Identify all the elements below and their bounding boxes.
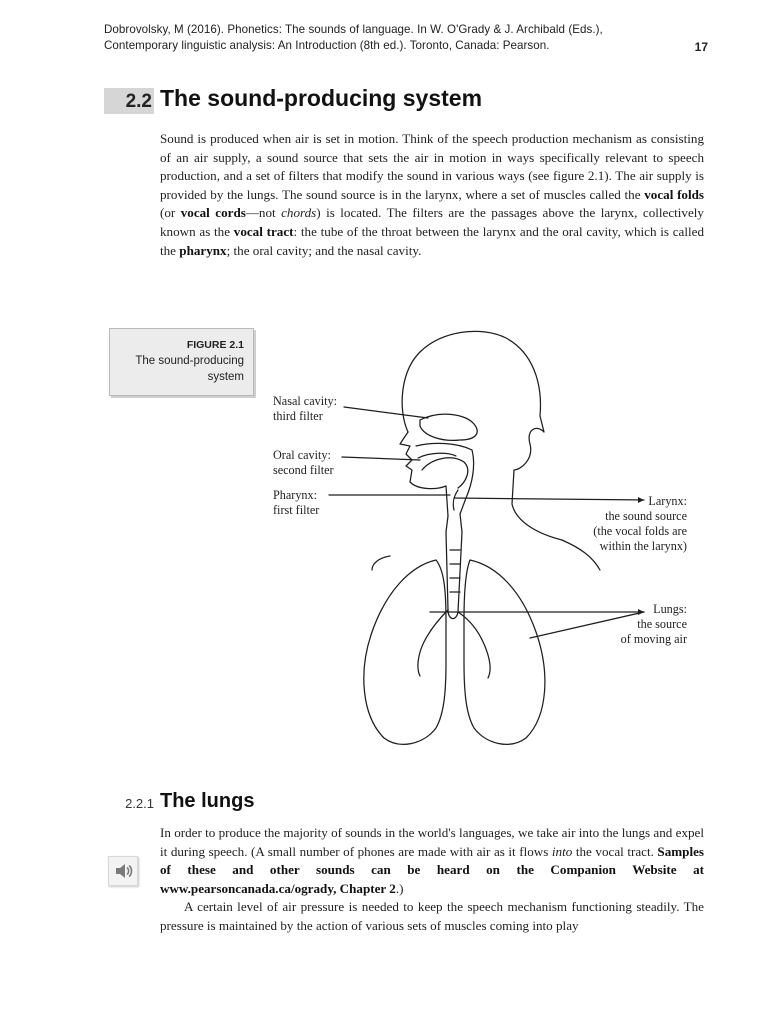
text-run: .) — [395, 880, 404, 896]
text-run: ; the oral cavity; and the nasal cavity. — [226, 242, 422, 258]
text-run: Samples of these and other sounds can be heard on the Companion Website at www.pearsoncanada.ca/ogrady, Chapter 2 — [160, 843, 704, 896]
text-run: into — [551, 843, 573, 859]
text-run: vocal tract — [233, 223, 294, 239]
section-title: The sound-producing system — [160, 85, 483, 111]
text-run: the vocal tract. — [572, 843, 658, 859]
speaker-icon — [109, 857, 137, 885]
larynx — [446, 514, 462, 532]
trachea — [446, 532, 462, 619]
page-number: 17 — [694, 40, 708, 54]
text-run: vocal cords — [180, 205, 246, 221]
nasal-leader-line — [344, 407, 428, 418]
text-run: chords — [281, 205, 317, 221]
subsection-number: 2.2.1 — [125, 796, 154, 811]
lungs-label: Lungs: the source of moving air — [620, 602, 687, 646]
text-run: pharynx — [179, 242, 227, 258]
audio-sample-button[interactable] — [108, 856, 138, 886]
text-run: —not — [245, 205, 282, 221]
citation-line-1: Dobrovolsky, M (2016). Phonetics: The sounds of language. In W. O'Grady & J. Archibald (Eds.), — [104, 23, 603, 36]
epiglottis — [453, 490, 458, 510]
text-run: Sound is produced when air is set in motion. Think of the speech production mechanism as consisting of an air supply, a sound source that sets the air in motion in ways specifically relevant to speech production, and a set of filters that modify the sound in various ways (see figure 2.1). The air supply is provided by the lungs. The sound source is in the larynx, where a set of muscles called the — [160, 131, 704, 202]
nasal-cavity-label: Nasal cavity: third filter — [273, 394, 337, 423]
figure-label: FIGURE 2.1 — [186, 339, 244, 351]
pharynx-label: Pharynx: first filter — [273, 488, 320, 517]
left-shoulder — [372, 556, 390, 570]
section-number: 2.2 — [125, 91, 152, 112]
subsection-paragraphs — [160, 824, 704, 936]
head-outline — [402, 331, 562, 540]
text-run: ) is located. The filters are the passages above the larynx, collectively known as the — [160, 205, 704, 239]
citation-line-2: Contemporary linguistic analysis: An Introduction (8th ed.). Toronto, Canada: Pearson. — [104, 39, 550, 52]
text-run: (or — [160, 205, 181, 221]
palate — [416, 443, 472, 450]
text-run: In order to produce the majority of sounds in the world's languages, we take air into the lungs and expel it during speech. (A small number of phones are made with air as it flows — [160, 825, 704, 859]
figure-caption: The sound-producing system — [135, 355, 244, 383]
subsection-title: The lungs — [160, 790, 255, 812]
larynx-label: Larynx: the sound source (the vocal folds are within the larynx) — [593, 494, 687, 553]
lungs-paragraph-2: A certain level of air pressure is needed to keep the speech mechanism functioning steadily. The pressure is maintained by the action of various sets of muscles coming into play — [160, 899, 704, 933]
sound-producing-system-diagram — [260, 320, 710, 780]
lungs-paragraph-1 — [160, 824, 704, 898]
right-lung — [464, 560, 545, 744]
text-run: vocal folds — [644, 186, 704, 202]
oral-leader-line — [342, 457, 420, 460]
left-bronchus — [418, 610, 448, 676]
citation — [104, 22, 664, 54]
pharynx-back — [460, 450, 474, 514]
tongue — [422, 458, 468, 488]
trachea-rings — [450, 550, 460, 592]
section-paragraph — [160, 130, 704, 260]
oral-cavity-label: Oral cavity: second filter — [273, 448, 334, 477]
left-lung — [364, 560, 446, 744]
text-run: : the tube of the throat between the larynx and the oral cavity, which is called the — [160, 223, 704, 258]
right-bronchus — [458, 612, 490, 678]
